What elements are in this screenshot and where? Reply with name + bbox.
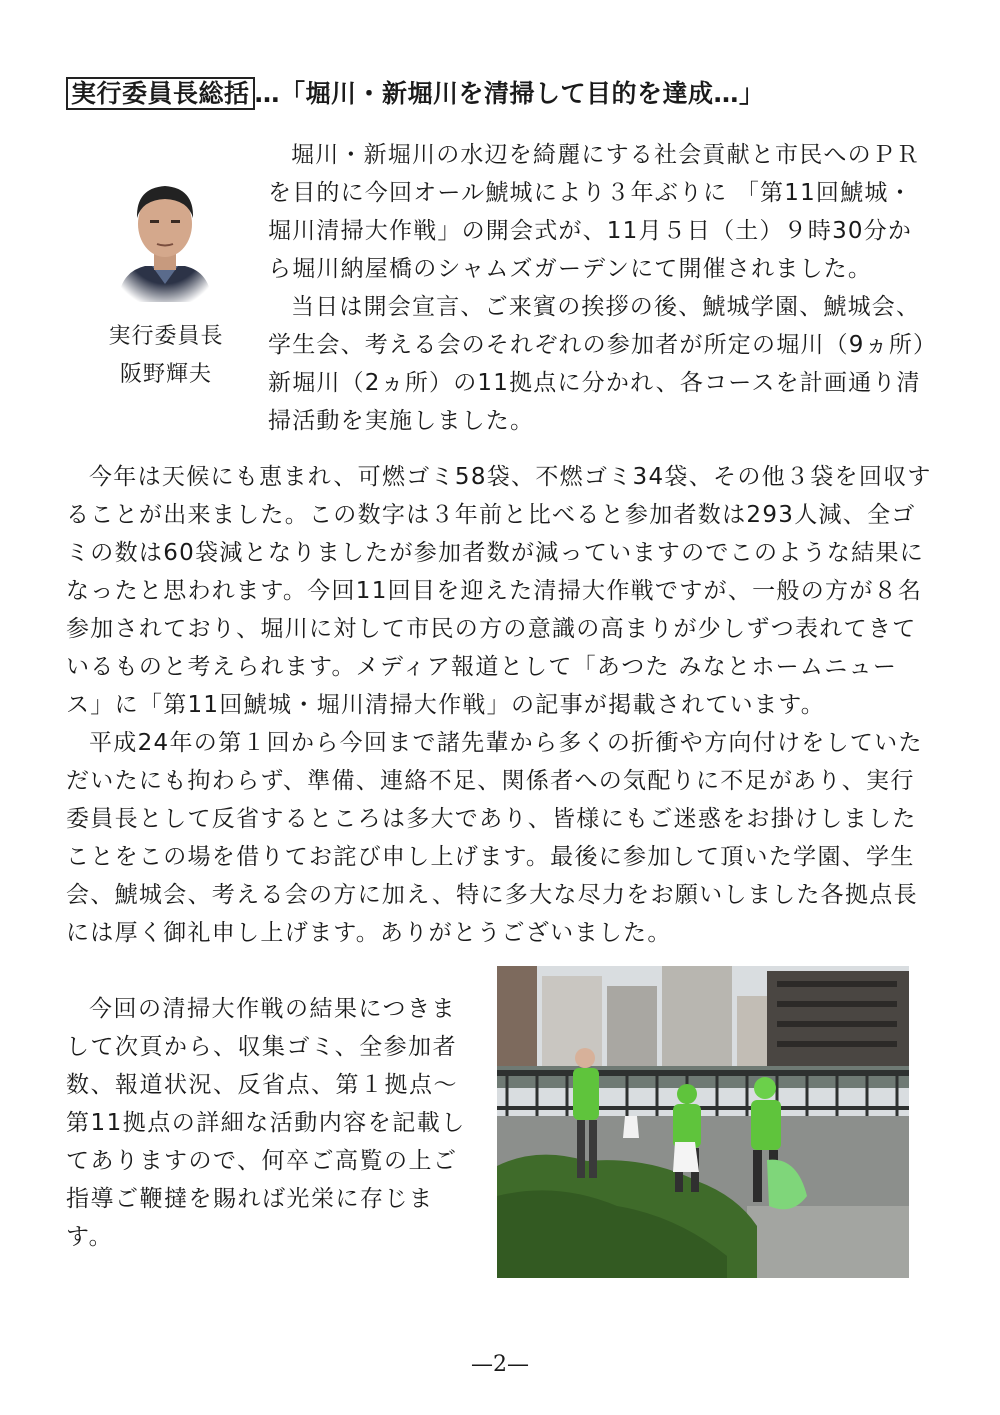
body-paragraph-1: 今年は天候にも恵まれ、可燃ゴミ58袋、不燃ゴミ34袋、その他３袋を回収することが出来ました。この数字は３年前と比べると参加者数は293人減、全ゴミの数は60袋減となりましたが参加者数が減っていますのでこのような結果になったと思われます。今回11回目を迎えた清掃大作戦ですが、一般の方が８名参加されており、堀川に対して市民の方の意識の高まりが少しずつ表れてきているものと考えられます。メディア報道として「あつた みなとホームニュース」に「第11回鯱城・堀川清掃大作戦」の記事が掲載されています。 [66, 464, 932, 718]
intro-text [268, 136, 932, 440]
heading-title: …「堀川・新堀川を清掃して目的を達成…」 [254, 79, 765, 108]
closing-text [66, 990, 480, 1256]
portrait-role: 実行委員長 [108, 324, 224, 349]
intro-paragraph-2: 当日は開会宣言、ご来賓の挨拶の後、鯱城学園、鯱城会、学生会、考える会のそれぞれの参加者が所定の堀川（9ヵ所）新堀川（2ヵ所）の11拠点に分かれ、各コースを計画通り清掃活動を実施しました。 [268, 294, 926, 434]
portrait-caption [96, 318, 236, 394]
portrait-photo [110, 162, 220, 302]
page-heading [66, 74, 966, 110]
page-number: —2— [471, 1352, 529, 1377]
closing-paragraph: 今回の清掃大作戦の結果につきまして次頁から、収集ゴミ、全参加者数、報道状況、反省点、第１拠点～第11拠点の詳細な活動内容を記載してありますので、何卒ご高覧の上ご指導ご鞭撻を賜れば光栄に存じます。 [66, 996, 466, 1250]
portrait-name: 阪野輝夫 [119, 362, 212, 387]
body-text [66, 458, 932, 952]
intro-paragraph-1: 堀川・新堀川の水辺を綺麗にする社会貢献と市民へのＰＲを目的に今回オール鯱城により３年ぶりに 「第11回鯱城・堀川清掃大作戦」の開会式が、11月５日（土）９時30分から堀川納屋橋のシャムズガーデンにて開催されました。 [268, 142, 921, 282]
heading-boxed-label: 実行委員長総括 [66, 77, 255, 110]
cleanup-activity-photo [497, 966, 909, 1278]
body-paragraph-2: 平成24年の第１回から今回まで諸先輩から多くの折衝や方向付けをしていただいたにも拘わらず、準備、連絡不足、関係者への気配りに不足があり、実行委員長として反省するところは多大であり、皆様にもご迷惑をお掛けしましたことをこの場を借りてお詫び申し上げます。最後に参加して頂いた学園、学生会、鯱城会、考える会の方に加え、特に多大な尽力をお願いしました各拠点長には厚く御礼申し上げます。ありがとうございました。 [66, 730, 923, 946]
